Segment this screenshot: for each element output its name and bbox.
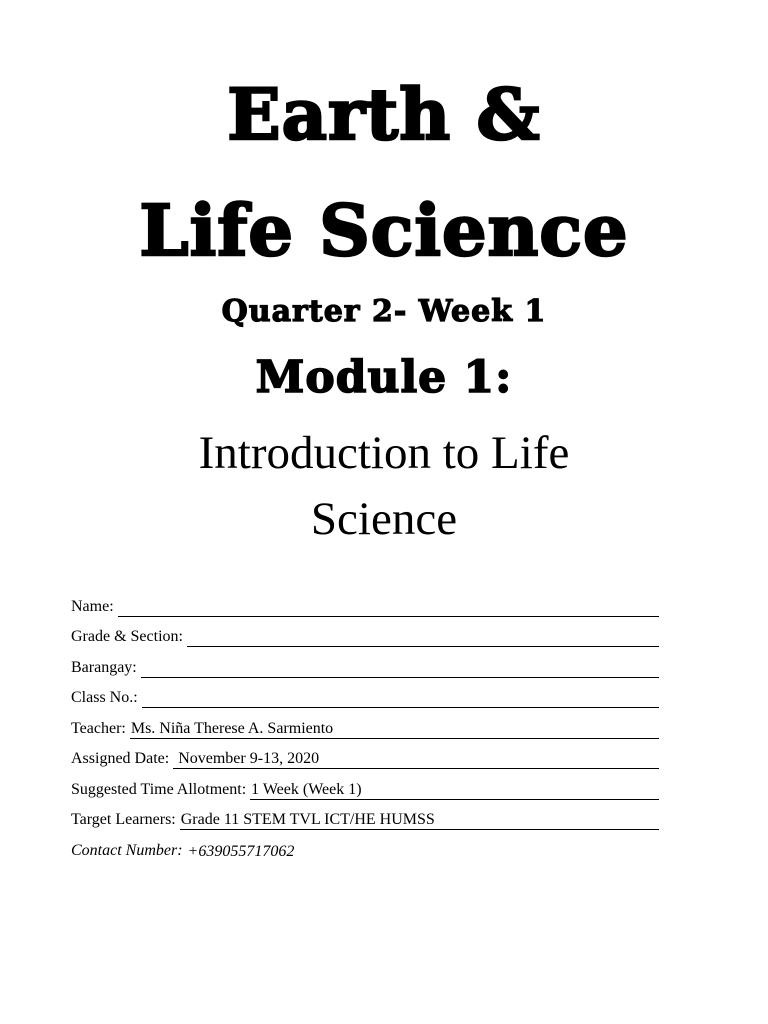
teacher-value: Ms. Niña Therese A. Sarmiento bbox=[130, 719, 659, 739]
assigned-date-row bbox=[71, 739, 659, 770]
assigned-date-label: Assigned Date: bbox=[71, 750, 170, 767]
module-subtitle-line-2: Science bbox=[310, 493, 458, 545]
target-learners-row bbox=[71, 800, 659, 831]
grade-section-row bbox=[71, 617, 659, 648]
module-heading: Module 1: bbox=[255, 352, 513, 403]
class-no-field[interactable] bbox=[142, 688, 659, 708]
assigned-date-value: November 9-13, 2020 bbox=[173, 749, 659, 769]
time-allotment-value: 1 Week (Week 1) bbox=[250, 780, 659, 800]
name-row bbox=[71, 586, 659, 617]
class-no-label: Class No.: bbox=[71, 689, 138, 706]
contact-number-value: +639055717062 bbox=[187, 842, 295, 860]
contact-number-label: Contact Number: bbox=[71, 841, 183, 859]
barangay-row bbox=[71, 647, 659, 678]
barangay-label: Barangay: bbox=[71, 658, 137, 676]
grade-section-label: Grade & Section: bbox=[71, 628, 183, 645]
title-line-1: Earth & bbox=[227, 73, 541, 156]
target-learners-value: Grade 11 STEM TVL ICT/HE HUMSS bbox=[180, 810, 659, 830]
name-field[interactable] bbox=[118, 597, 659, 617]
teacher-label: Teacher: bbox=[71, 719, 126, 737]
title-line-2: Life Science bbox=[139, 189, 629, 272]
barangay-field[interactable] bbox=[141, 658, 659, 678]
grade-section-field[interactable] bbox=[187, 627, 659, 647]
teacher-row bbox=[71, 708, 659, 739]
module-subtitle-line-1: Introduction to Life bbox=[198, 427, 570, 479]
student-info-form bbox=[71, 586, 659, 861]
time-allotment-row bbox=[71, 769, 659, 800]
name-label: Name: bbox=[71, 597, 114, 615]
quarter-week-heading: Quarter 2- Week 1 bbox=[221, 294, 547, 329]
contact-number-row bbox=[71, 830, 659, 861]
target-learners-label: Target Learners: bbox=[71, 811, 176, 828]
class-no-row bbox=[71, 678, 659, 709]
time-allotment-label: Suggested Time Allotment: bbox=[71, 780, 247, 798]
